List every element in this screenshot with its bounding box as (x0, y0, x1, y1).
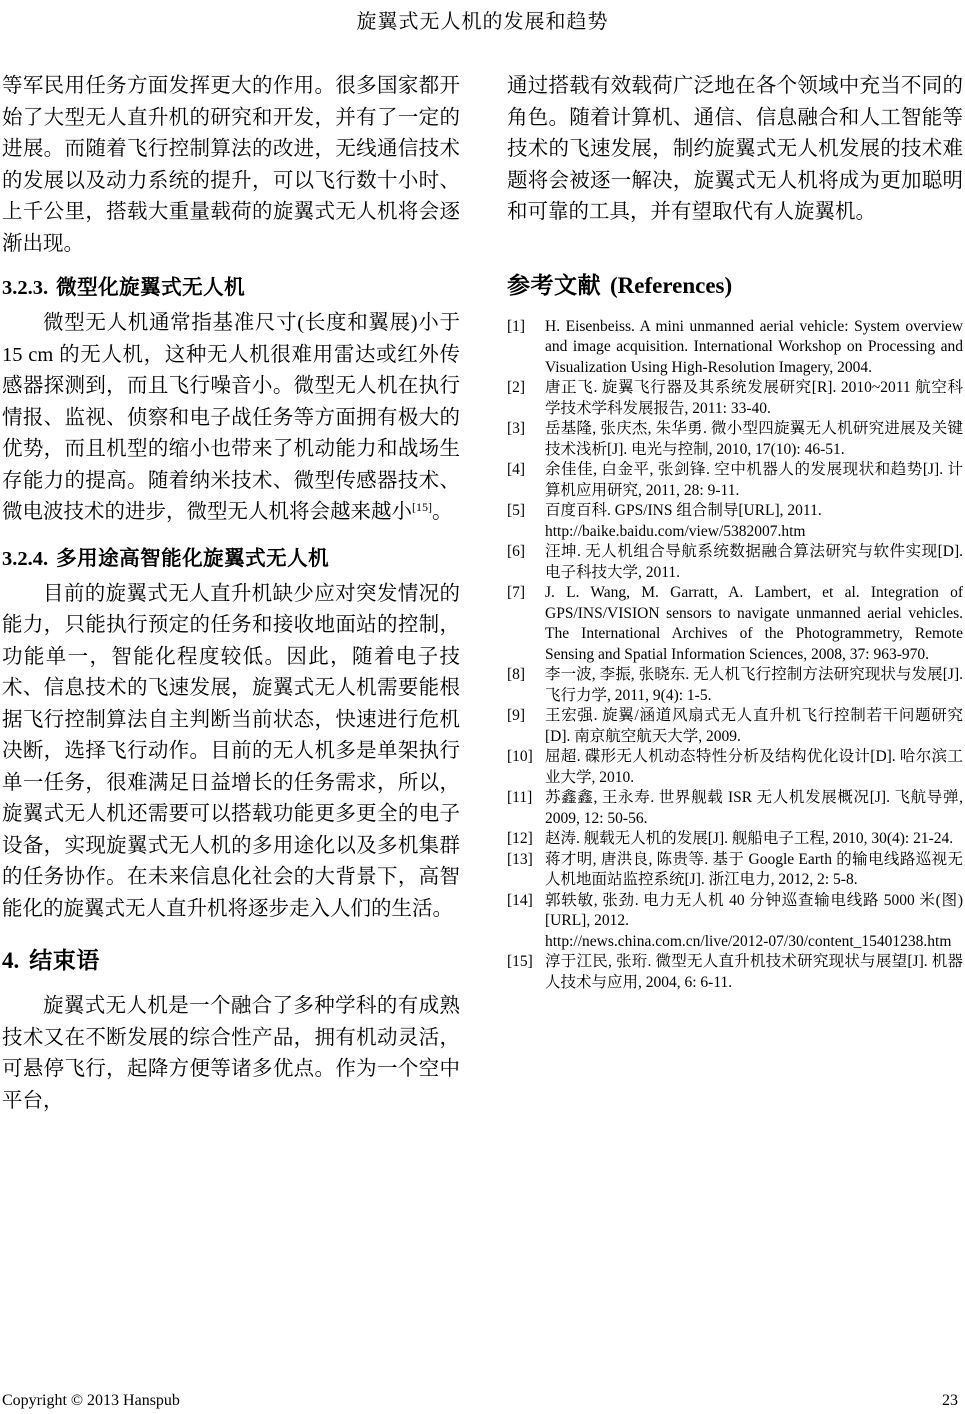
page-footer (2, 1392, 958, 1410)
reference-id: [5] (507, 502, 526, 519)
page-number: 23 (942, 1392, 958, 1409)
left-column (2, 71, 460, 1117)
references-heading (507, 269, 963, 302)
section-title: 多用途高智能化旋翼式无人机 (56, 546, 330, 570)
reference-item (507, 706, 963, 747)
reference-item (507, 501, 963, 542)
reference-item (507, 460, 963, 501)
paragraph-end: 。 (432, 501, 453, 523)
reference-item (507, 747, 963, 788)
section-title: 微型化旋翼式无人机 (56, 276, 246, 299)
reference-item (507, 850, 963, 891)
reference-text: H. Eisenbeiss. A mini unmanned aerial vehicle: System overview and image acquisition. International Workshop on Processing and Visualization Using High-Resolution Imagery, 2004. (545, 317, 963, 376)
references-heading-en: (References) (610, 272, 733, 298)
section-number: 4. (2, 948, 20, 973)
reference-id: [15] (507, 953, 533, 970)
reference-text: 屈超. 碟形无人机动态特性分析及结构优化设计[D]. 哈尔滨工业大学, 2010. (545, 748, 963, 786)
citation-superscript: [15] (412, 500, 432, 514)
reference-id: [4] (507, 461, 526, 478)
reference-text: 唐正飞. 旋翼飞行器及其系统发展研究[R]. 2010~2011 航空科学技术学科发展报告, 2011: 33-40. (545, 379, 963, 417)
right-column (507, 71, 963, 1117)
reference-id: [11] (507, 789, 533, 806)
reference-item (507, 419, 963, 460)
reference-id: [10] (507, 748, 533, 765)
reference-text: 李一波, 李振, 张晓东. 无人机飞行控制方法研究现状与发展[J]. 飞行力学, 2011, 9(4): 1-5. (545, 666, 963, 704)
section-title: 结束语 (29, 947, 100, 973)
section-heading-3-2-3 (2, 273, 460, 303)
reference-id: [13] (507, 850, 533, 868)
section-4-paragraph: 旋翼式无人机是一个融合了多种学科的有成熟技术又在不断发展的综合性产品，拥有机动灵活，可悬停飞行，起降方便等诸多优点。作为一个空中平台， (2, 995, 460, 1112)
references-heading-cn: 参考文献 (507, 271, 601, 298)
reference-url: http://news.china.com.cn/live/2012-07/30/content_15401238.htm (545, 932, 952, 950)
reference-text: 王宏强. 旋翼/涵道风扇式无人直升机飞行控制若干问题研究[D]. 南京航空航天大学, 2009. (545, 707, 963, 745)
copyright-text: Copyright © 2013 Hanspub (2, 1392, 180, 1409)
reference-id: [2] (507, 379, 526, 396)
paragraph-text: 微型无人机通常指基准尺寸(长度和翼展)小于 15 cm 的无人机，这种无人机很难用雷达或红外传感器探测到，而且飞行噪音小。微型无人机在执行情报、监视、侦察和电子战任务等方面拥有极大的优势，而且机型的缩小也带来了机动能力和战场生存能力的提高。随着纳米技术、微型传感器技术、微电波技术的进步，微型无人机将会越来越小 (2, 312, 460, 523)
reference-text: 淳于江民, 张珩. 微型无人直升机技术研究现状与展望[J]. 机器人技术与应用, 2004, 6: 6-11. (545, 953, 963, 991)
reference-text: 岳基隆, 张庆杰, 朱华勇. 微小型四旋翼无人机研究进展及关键技术浅析[J]. 电光与控制, 2010, 17(10): 46-51. (545, 420, 963, 458)
reference-item (507, 378, 963, 419)
two-column-body (0, 71, 965, 1117)
reference-id: [6] (507, 543, 526, 560)
section-number: 3.2.3. (2, 277, 49, 299)
page-title: 旋翼式无人机的发展和趋势 (356, 11, 609, 33)
reference-id: [7] (507, 584, 526, 601)
reference-text: 百度百科. GPS/INS 组合制导[URL], 2011. (545, 502, 822, 519)
reference-id: [12] (507, 830, 533, 847)
right-intro-paragraph: 通过搭载有效载荷广泛地在各个领域中充当不同的角色。随着计算机、通信、信息融合和人工智能等技术的飞速发展，制约旋翼式无人机发展的技术难题将会被逐一解决，旋翼式无人机将成为更加聪明和可靠的工具，并有望取代有人旋翼机。 (507, 75, 963, 223)
reference-url: http://baike.baidu.com/view/5382007.htm (545, 522, 806, 540)
section-3-2-3-paragraph (2, 308, 460, 531)
left-intro-paragraph: 等军民用任务方面发挥更大的作用。很多国家都开始了大型无人直升机的研究和开发，并有了一定的进展。而随着飞行控制算法的改进，无线通信技术的发展以及动力系统的提升，可以飞行数十小时、上千公里，搭载大重量载荷的旋翼式无人机将会逐渐出现。 (2, 75, 460, 255)
reference-item (507, 317, 963, 379)
reference-text: J. L. Wang, M. Garratt, A. Lambert, et al. Integration of GPS/INS/VISION sensors to navigate unmanned aerial vehicles. The International Archives of the Photogrammetry, Remote Sensing and Spatial Information Sciences, 2008, 37: 963-970. (545, 584, 963, 663)
section-heading-3-2-4 (2, 544, 460, 574)
section-number: 3.2.4. (2, 547, 49, 570)
section-heading-4 (2, 944, 460, 977)
reference-item (507, 583, 963, 665)
reference-item (507, 891, 963, 953)
reference-text: 蒋才明, 唐洪良, 陈贵等. 基于 Google Earth 的输电线路巡视无人机地面站监控系统[J]. 浙江电力, 2012, 2: 5-8. (545, 850, 963, 888)
reference-item (507, 542, 963, 583)
reference-item (507, 829, 963, 850)
references-list (507, 317, 963, 994)
reference-text: 汪坤. 无人机组合导航系统数据融合算法研究与软件实现[D]. 电子科技大学, 2011. (545, 543, 963, 581)
reference-text: 郭轶敏, 张劲. 电力无人机 40 分钟巡查输电线路 5000 米(图)[URL], 2012. (545, 891, 963, 929)
reference-text: 赵涛. 舰载无人机的发展[J]. 舰船电子工程, 2010, 30(4): 21-24. (545, 830, 954, 847)
reference-id: [3] (507, 420, 526, 437)
reference-item (507, 952, 963, 993)
reference-text: 余佳佳, 白金平, 张剑锋. 空中机器人的发展现状和趋势[J]. 计算机应用研究, 2011, 28: 9-11. (545, 461, 963, 499)
reference-id: [1] (507, 317, 526, 335)
section-3-2-4-paragraph: 目前的旋翼式无人直升机缺少应对突发情况的能力，只能执行预定的任务和接收地面站的控制，功能单一，智能化程度较低。因此，随着电子技术、信息技术的飞速发展，旋翼式无人机需要能根据飞行控制算法自主判断当前状态，快速进行危机决断，选择飞行动作。目前的无人机多是单架执行单一任务，很难满足日益增长的任务需求，所以，旋翼式无人机还需要可以搭载功能更多更全的电子设备，实现旋翼式无人机的多用途化以及多机集群的任务协作。在未来信息化社会的大背景下，高智能化的旋翼式无人直升机将逐步走入人们的生活。 (2, 582, 460, 920)
reference-text: 苏鑫鑫, 王永寿. 世界舰载 ISR 无人机发展概况[J]. 飞航导弹, 2009, 12: 50-56. (545, 789, 963, 827)
reference-item (507, 665, 963, 706)
reference-id: [8] (507, 666, 526, 683)
reference-item (507, 788, 963, 829)
reference-id: [9] (507, 707, 526, 724)
reference-id: [14] (507, 891, 533, 909)
